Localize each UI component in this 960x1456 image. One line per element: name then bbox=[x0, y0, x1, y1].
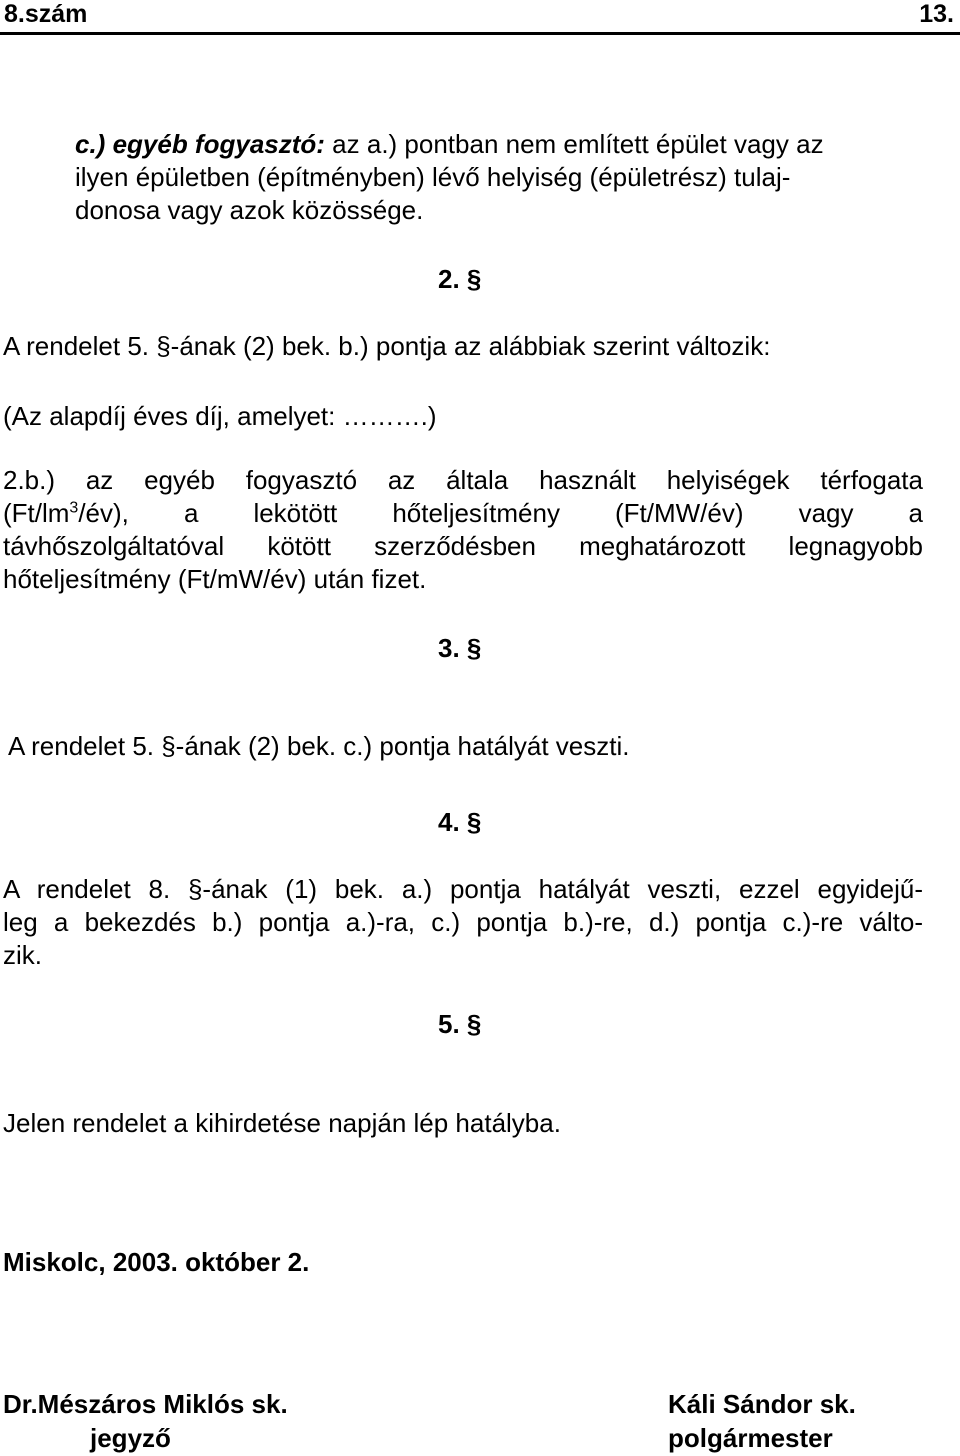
section-2-intro: A rendelet 5. §-ának (2) bek. b.) pontja az alábbiak szerint változik: bbox=[3, 331, 771, 361]
item-c-label: c.) egyéb fogyasztó: bbox=[75, 129, 325, 159]
section-number: 4. bbox=[438, 807, 460, 837]
signature-left-name: Dr.Mészáros Miklós sk. bbox=[3, 1389, 288, 1419]
section-4-line-3: zik. bbox=[3, 940, 42, 970]
section-2-para-line-3: távhőszolgáltatóval kötött szerződésben meghatározott legnagyobb bbox=[3, 531, 923, 561]
section-2-para-line-4: hőteljesítmény (Ft/mW/év) után fizet. bbox=[3, 564, 427, 594]
para-unit-text: (Ft/lm bbox=[3, 498, 70, 528]
section-number: 5. bbox=[438, 1009, 460, 1039]
signature-left-title: jegyző bbox=[90, 1423, 171, 1453]
item-c-line-1 bbox=[75, 128, 824, 161]
page-number: 13. bbox=[919, 0, 954, 28]
superscript: 3 bbox=[69, 499, 79, 517]
paragraph-sign-icon: § bbox=[466, 807, 482, 837]
section-2-para-line-2 bbox=[3, 497, 923, 530]
section-heading-3 bbox=[438, 633, 481, 664]
paragraph-sign-icon: § bbox=[466, 633, 482, 663]
section-3-text: A rendelet 5. §-ának (2) bek. c.) pontja hatályát veszti. bbox=[8, 731, 630, 761]
section-heading-2 bbox=[438, 264, 481, 295]
paragraph-sign-icon: § bbox=[466, 264, 482, 294]
signature-right-title: polgármester bbox=[668, 1423, 833, 1453]
section-2-para-line-1: 2.b.) az egyéb fogyasztó az általa használt helyiségek térfogata bbox=[3, 465, 923, 495]
section-2-quote: (Az alapdíj éves díj, amelyet: ……….) bbox=[3, 401, 437, 431]
section-heading-5 bbox=[438, 1009, 481, 1040]
para-unit-text-rest: /év), a lekötött hőteljesítmény (Ft/MW/év) vagy a bbox=[78, 498, 923, 528]
item-c-text: az a.) pontban nem említett épület vagy az bbox=[332, 129, 824, 159]
place-date: Miskolc, 2003. október 2. bbox=[3, 1247, 310, 1277]
item-c-line-2: ilyen épületben (építményben) lévő helyiség (épületrész) tulaj- bbox=[75, 162, 791, 192]
section-4-line-1: A rendelet 8. §-ának (1) bek. a.) pontja hatályát veszti, ezzel egyidejű- bbox=[3, 874, 923, 904]
page-issue-number: 8.szám bbox=[4, 0, 88, 28]
item-c-line-3: donosa vagy azok közössége. bbox=[75, 195, 424, 225]
section-heading-4 bbox=[438, 807, 481, 838]
section-number: 3. bbox=[438, 633, 460, 663]
section-4-line-2: leg a bekezdés b.) pontja a.)-ra, c.) pontja b.)-re, d.) pontja c.)-re válto- bbox=[3, 907, 923, 937]
paragraph-sign-icon: § bbox=[466, 1009, 482, 1039]
section-number: 2. bbox=[438, 264, 460, 294]
section-5-text: Jelen rendelet a kihirdetése napján lép hatályba. bbox=[3, 1108, 561, 1138]
signature-right-name: Káli Sándor sk. bbox=[668, 1389, 856, 1419]
header-rule bbox=[0, 32, 960, 35]
